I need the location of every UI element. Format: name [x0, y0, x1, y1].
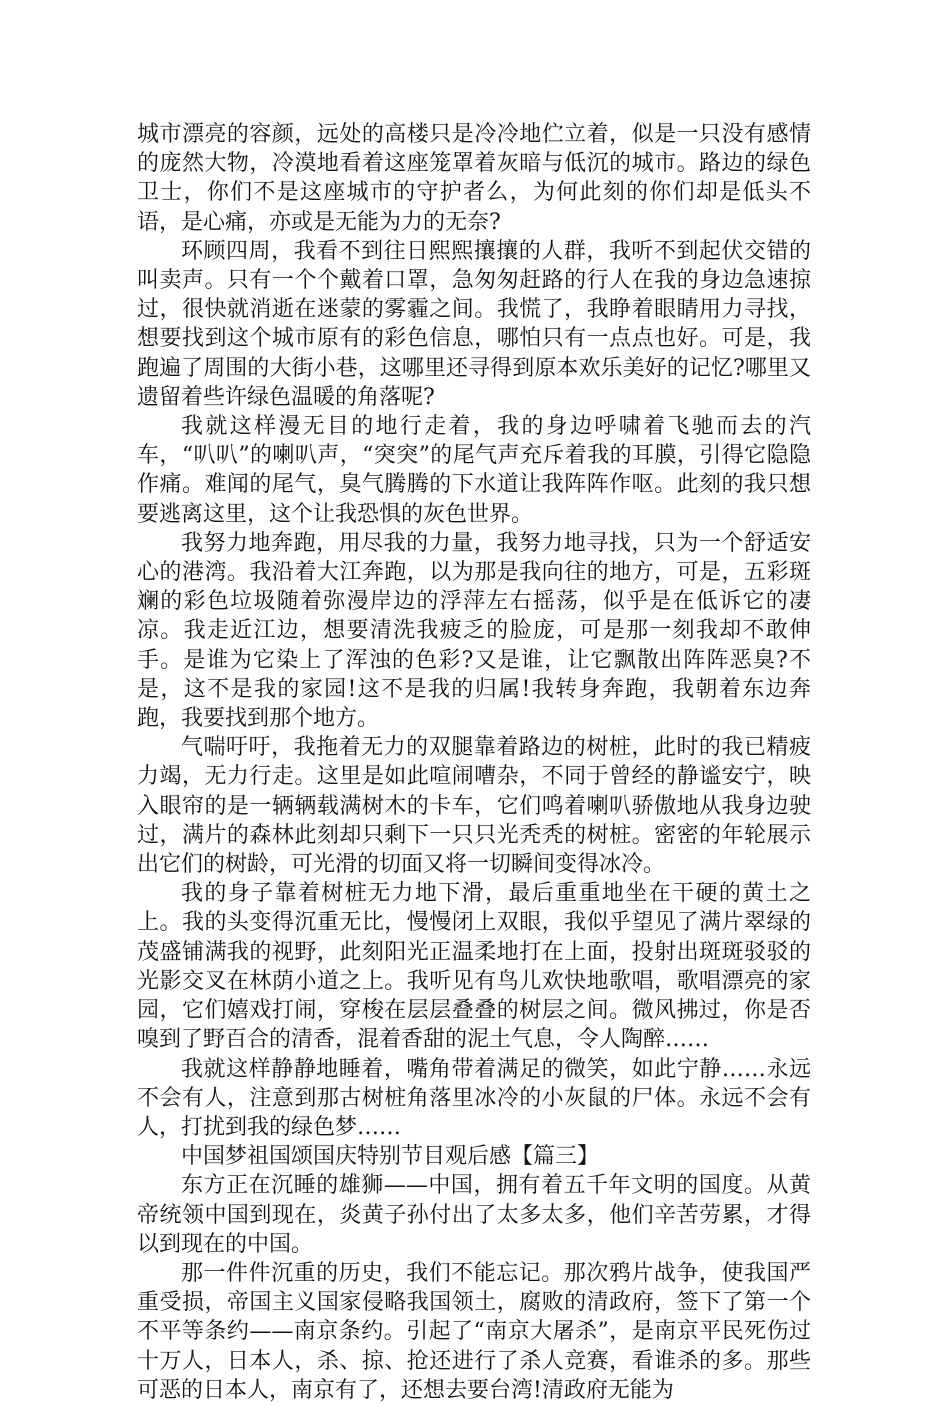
paragraph-2: 环顾四周，我看不到往日熙熙攘攘的人群，我听不到起伏交错的叫卖声。只有一个个戴着口罩，急匆匆赶路的行人在我的身边急速掠过，很快就消逝在迷蒙的雾霾之间。我慌了，我睁着眼睛用力寻找，想要找到这个城市原有的彩色信息，哪怕只有一点点也好。可是，我跑遍了周围的大街小巷，这哪里还寻得到原本欢乐美好的记忆?哪里又遗留着些许绿色温暖的角落呢?: [137, 238, 811, 410]
paragraph-8: 东方正在沉睡的雄狮——中国，拥有着五千年文明的国度。从黄帝统领中国到现在，炎黄子孙付出了太多太多，他们辛苦劳累，才得以到现在的中国。: [137, 1173, 811, 1257]
paragraph-3: 我就这样漫无目的地行走着，我的身边呼啸着飞驰而去的汽车，“叭叭”的喇叭声，“突突”的尾气声充斥着我的耳膜，引得它隐隐作痛。难闻的尾气，臭气腾腾的下水道让我阵阵作呕。此刻的我只想要逃离这里，这个让我恐惧的灰色世界。: [137, 414, 811, 527]
document-page: [137, 120, 811, 1405]
paragraph-1: 城市漂亮的容颜，远处的高楼只是冷冷地伫立着，似是一只没有感情的庞然大物，冷漠地看着这座笼罩着灰暗与低沉的城市。路边的绿色卫士，你们不是这座城市的守护者么，为何此刻的你们却是低头不语，是心痛，亦或是无能为力的无奈?: [137, 122, 811, 235]
section-heading: 中国梦祖国颂国庆特别节目观后感【篇三】: [181, 1144, 600, 1170]
paragraph-7: 我就这样静静地睡着，嘴角带着满足的微笑，如此宁静……永远不会有人，注意到那古树桩角落里冰冷的小灰鼠的尸体。永远不会有人，打扰到我的绿色梦……: [137, 1056, 811, 1140]
paragraph-4: 我努力地奔跑，用尽我的力量，我努力地寻找，只为一个舒适安心的港湾。我沿着大江奔跑，以为那是我向往的地方，可是，五彩斑斓的彩色垃圾随着弥漫岸边的浮萍左右摇荡，似乎是在低诉它的凄凉。我走近江边，想要清洗我疲乏的脸庞，可是那一刻我却不敢伸手。是谁为它染上了浑浊的色彩?又是谁，让它飘散出阵阵恶臭?不是，这不是我的家园!这不是我的归属!我转身奔跑，我朝着东边奔跑，我要找到那个地方。: [137, 530, 811, 732]
paragraph-6: 我的身子靠着树桩无力地下滑，最后重重地坐在干硬的黄土之上。我的头变得沉重无比，慢慢闭上双眼，我似乎望见了满片翠绿的茂盛铺满我的视野，此刻阳光正温柔地打在上面，投射出斑斑驳驳的光影交叉在林荫小道之上。我听见有鸟儿欢快地歌唱，歌唱漂亮的家园，它们嬉戏打闹，穿梭在层层叠叠的树层之间。微风拂过，你是否嗅到了野百合的清香，混着香甜的泥土气息，令人陶醉……: [137, 881, 811, 1053]
paragraph-9: 那一件件沉重的历史，我们不能忘记。那次鸦片战争，使我国严重受损，帝国主义国家侵略我国领土，腐败的清政府，签下了第一个不平等条约——南京条约。引起了“南京大屠杀”，是南京平民死伤过十万人，日本人，杀、掠、抢还进行了杀人竞赛，看谁杀的多。那些可恶的日本人，南京有了，还想去要台湾!清政府无能为: [137, 1260, 811, 1403]
paragraph-5: 气喘吁吁，我拖着无力的双腿靠着路边的树桩，此时的我已精疲力竭，无力行走。这里是如此喧闹嘈杂，不同于曾经的静谧安宁，映入眼帘的是一辆辆载满树木的卡车，它们鸣着喇叭骄傲地从我身边驶过，满片的森林此刻却只剩下一只只光秃秃的树桩。密密的年轮展示出它们的树龄，可光滑的切面又将一切瞬间变得冰冷。: [137, 735, 811, 878]
